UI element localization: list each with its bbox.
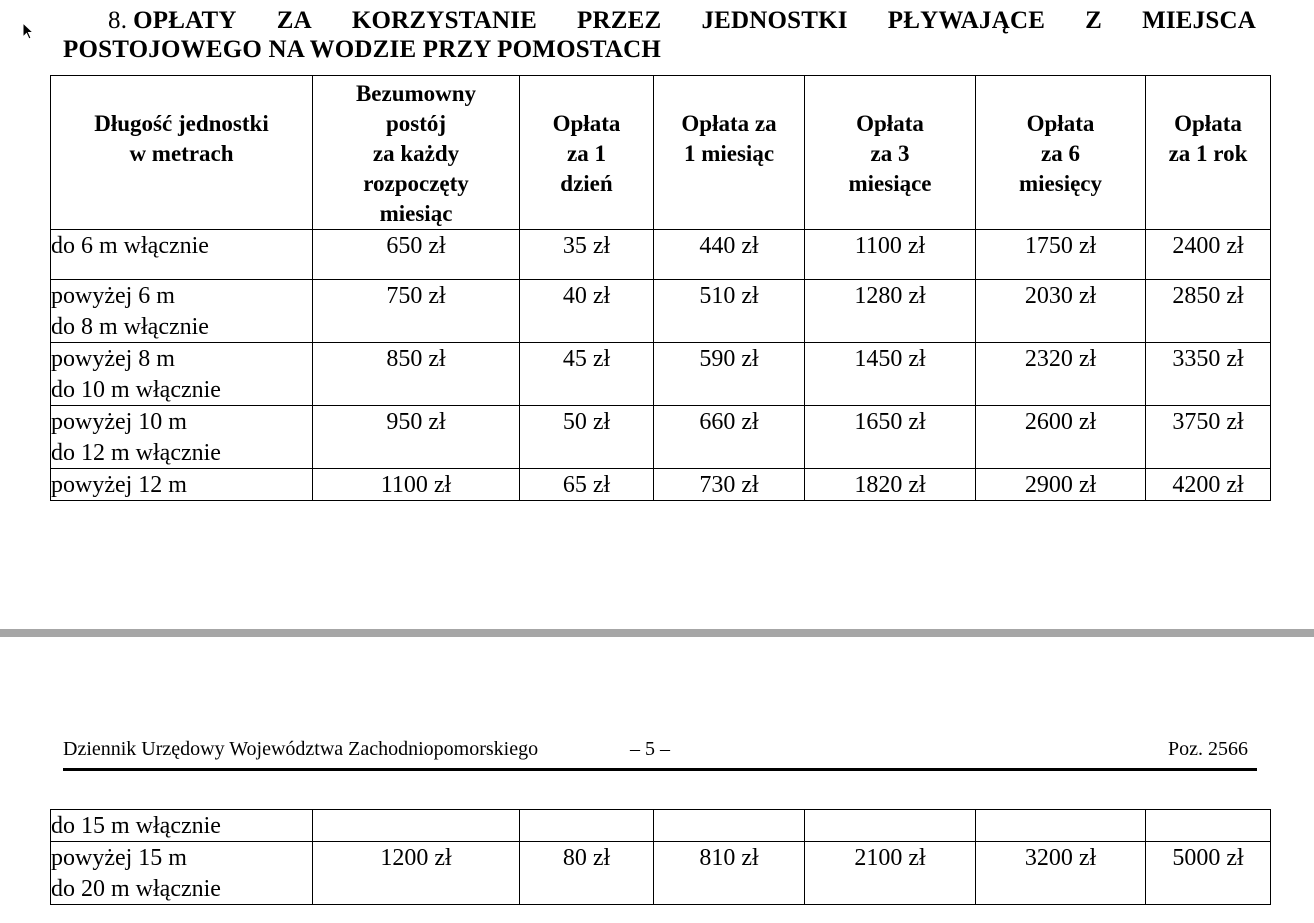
column-header-line: dzień bbox=[560, 171, 613, 196]
length-cell bbox=[51, 230, 313, 280]
fee-cell bbox=[1146, 230, 1271, 280]
length-cell bbox=[51, 280, 313, 343]
fee-cell bbox=[520, 810, 654, 842]
fee-cell bbox=[313, 280, 520, 343]
fee-cell bbox=[654, 406, 805, 469]
fee-value: 590 zł bbox=[699, 346, 759, 372]
fee-cell bbox=[1146, 406, 1271, 469]
fee-cell bbox=[520, 842, 654, 905]
length-text: do 15 m włącznie bbox=[51, 813, 221, 839]
fee-cell bbox=[1146, 280, 1271, 343]
section-number: 8. bbox=[108, 7, 128, 34]
fee-cell bbox=[976, 230, 1146, 280]
fee-value: 440 zł bbox=[699, 233, 759, 259]
fee-cell bbox=[1146, 469, 1271, 501]
fee-value: 1280 zł bbox=[854, 283, 926, 309]
fee-value: 35 zł bbox=[562, 233, 611, 259]
heading-word: Z bbox=[1085, 7, 1103, 34]
column-header-line: za 1 bbox=[567, 141, 606, 166]
fee-cell bbox=[976, 469, 1146, 501]
column-header-line: za 3 bbox=[870, 141, 910, 166]
fee-value: 510 zł bbox=[699, 283, 759, 309]
journal-title: Dziennik Urzędowy Województwa Zachodniopomorskiego bbox=[63, 738, 539, 760]
fee-value: 2030 zł bbox=[1024, 283, 1097, 309]
fee-cell bbox=[976, 810, 1146, 842]
column-header-line: miesiące bbox=[848, 171, 932, 196]
fee-value: 950 zł bbox=[386, 409, 446, 435]
column-header-line: za 1 rok bbox=[1168, 141, 1248, 166]
page-break-divider bbox=[0, 629, 1314, 637]
fee-value: 4200 zł bbox=[1172, 472, 1244, 498]
fee-cell bbox=[313, 406, 520, 469]
table-row bbox=[51, 842, 1271, 905]
section-heading bbox=[63, 6, 1256, 64]
fee-value: 1650 zł bbox=[854, 409, 926, 435]
fee-value: 660 zł bbox=[699, 409, 759, 435]
fee-cell bbox=[805, 469, 976, 501]
length-text: powyżej 15 m bbox=[51, 845, 187, 871]
table-row bbox=[51, 469, 1271, 501]
footer-rule bbox=[63, 768, 1257, 771]
fee-value: 650 zł bbox=[386, 233, 446, 259]
fee-cell bbox=[313, 810, 520, 842]
fee-cell bbox=[654, 280, 805, 343]
fee-value: 1750 zł bbox=[1024, 233, 1097, 259]
fee-cell bbox=[976, 406, 1146, 469]
fee-cell bbox=[313, 469, 520, 501]
fee-value: 2850 zł bbox=[1172, 283, 1244, 309]
column-header-line: w metrach bbox=[129, 141, 234, 166]
fee-value: 3350 zł bbox=[1172, 346, 1244, 372]
fee-value: 1820 zł bbox=[854, 472, 926, 498]
column-header-line: Bezumowny bbox=[355, 81, 477, 106]
heading-word: ZA bbox=[276, 7, 312, 34]
fee-value: 850 zł bbox=[386, 346, 446, 372]
heading-word: JEDNOSTKI bbox=[701, 7, 848, 34]
column-header-line: miesiąc bbox=[379, 201, 453, 226]
fee-cell bbox=[1146, 810, 1271, 842]
column-header-line: rozpoczęty bbox=[363, 171, 469, 196]
column-header-line: Opłata bbox=[1174, 111, 1242, 136]
fee-cell bbox=[976, 280, 1146, 343]
fee-cell bbox=[520, 280, 654, 343]
table-row bbox=[51, 343, 1271, 406]
fee-value: 3200 zł bbox=[1024, 845, 1097, 871]
fee-value: 2600 zł bbox=[1024, 409, 1097, 435]
position-number: Poz. 2566 bbox=[1168, 738, 1248, 760]
fee-value: 730 zł bbox=[699, 472, 759, 498]
fee-value: 3750 zł bbox=[1172, 409, 1244, 435]
fee-value: 1100 zł bbox=[854, 233, 926, 259]
mouse-pointer-icon bbox=[22, 22, 36, 42]
column-header bbox=[976, 76, 1146, 230]
fee-value: 65 zł bbox=[562, 472, 611, 498]
fee-value: 750 zł bbox=[386, 283, 446, 309]
heading-word: PŁYWAJĄCE bbox=[887, 7, 1046, 34]
fee-cell bbox=[805, 280, 976, 343]
fee-value: 2400 zł bbox=[1172, 233, 1244, 259]
section-heading-line2: POSTOJOWEGO NA WODZIE PRZY POMOSTACH bbox=[63, 36, 662, 63]
column-header-line: Opłata bbox=[1026, 111, 1095, 136]
fee-value: 45 zł bbox=[562, 346, 611, 372]
column-header-line: Długość jednostki bbox=[94, 111, 269, 136]
fees-table bbox=[50, 75, 1271, 501]
table-row bbox=[51, 280, 1271, 343]
page-footer bbox=[63, 736, 1248, 766]
fee-cell bbox=[1146, 343, 1271, 406]
fees-table-continued bbox=[50, 809, 1271, 905]
length-cell bbox=[51, 842, 313, 905]
fee-value: 80 zł bbox=[562, 845, 611, 871]
fee-cell bbox=[1146, 842, 1271, 905]
column-header-line: za każdy bbox=[372, 141, 460, 166]
fee-cell bbox=[313, 842, 520, 905]
fee-cell bbox=[520, 230, 654, 280]
fee-value: 2100 zł bbox=[854, 845, 926, 871]
section-heading-line1 bbox=[63, 6, 1256, 35]
fee-value: 1200 zł bbox=[380, 845, 452, 871]
fee-cell bbox=[654, 230, 805, 280]
column-header-line: Opłata bbox=[552, 111, 621, 136]
heading-word: MIEJSCA bbox=[1142, 7, 1256, 34]
column-header bbox=[1146, 76, 1271, 230]
fee-cell bbox=[520, 406, 654, 469]
fee-cell bbox=[654, 842, 805, 905]
length-text: do 12 m włącznie bbox=[51, 440, 221, 466]
table-row bbox=[51, 810, 1271, 842]
page-number: – 5 – bbox=[630, 738, 670, 760]
column-header bbox=[313, 76, 520, 230]
length-cell bbox=[51, 406, 313, 469]
fee-value: 40 zł bbox=[562, 283, 611, 309]
fee-cell bbox=[805, 406, 976, 469]
length-text: do 6 m włącznie bbox=[51, 233, 209, 259]
column-header bbox=[654, 76, 805, 230]
length-cell bbox=[51, 343, 313, 406]
fee-cell bbox=[654, 810, 805, 842]
fee-value: 1100 zł bbox=[380, 472, 452, 498]
length-text: do 10 m włącznie bbox=[51, 377, 221, 403]
length-text: do 20 m włącznie bbox=[51, 876, 221, 902]
length-cell bbox=[51, 810, 313, 842]
fee-cell bbox=[313, 343, 520, 406]
fee-value: 5000 zł bbox=[1172, 845, 1244, 871]
column-header-line: Opłata za bbox=[681, 111, 777, 136]
fee-cell bbox=[654, 343, 805, 406]
heading-word: KORZYSTANIE bbox=[351, 7, 538, 34]
fee-cell bbox=[654, 469, 805, 501]
fee-value: 1450 zł bbox=[854, 346, 926, 372]
length-text: powyżej 8 m bbox=[51, 346, 175, 372]
column-header-line: 1 miesiąc bbox=[683, 141, 775, 166]
fee-cell bbox=[805, 230, 976, 280]
length-cell bbox=[51, 469, 313, 501]
length-text: do 8 m włącznie bbox=[51, 314, 209, 340]
column-header-line: Opłata bbox=[856, 111, 924, 136]
table-row bbox=[51, 230, 1271, 280]
fee-value: 2900 zł bbox=[1024, 472, 1097, 498]
column-header-line: miesięcy bbox=[1018, 171, 1102, 196]
fee-value: 810 zł bbox=[699, 845, 759, 871]
table-header-row bbox=[51, 76, 1271, 230]
fee-cell bbox=[805, 343, 976, 406]
table-row bbox=[51, 406, 1271, 469]
heading-word: OPŁATY bbox=[133, 7, 237, 34]
fee-cell bbox=[520, 469, 654, 501]
fee-value: 2320 zł bbox=[1024, 346, 1097, 372]
column-header-line: postój bbox=[385, 111, 447, 136]
heading-word: PRZEZ bbox=[577, 7, 662, 34]
length-text: powyżej 10 m bbox=[51, 409, 187, 435]
fee-cell bbox=[805, 810, 976, 842]
column-header bbox=[51, 76, 313, 230]
fee-cell bbox=[976, 842, 1146, 905]
column-header bbox=[805, 76, 976, 230]
column-header-line: za 6 bbox=[1041, 141, 1080, 166]
fee-cell bbox=[805, 842, 976, 905]
fee-cell bbox=[520, 343, 654, 406]
fee-cell bbox=[976, 343, 1146, 406]
length-text: powyżej 6 m bbox=[51, 283, 175, 309]
length-text: powyżej 12 m bbox=[51, 472, 187, 498]
column-header bbox=[520, 76, 654, 230]
fee-value: 50 zł bbox=[562, 409, 611, 435]
fee-cell bbox=[313, 230, 520, 280]
